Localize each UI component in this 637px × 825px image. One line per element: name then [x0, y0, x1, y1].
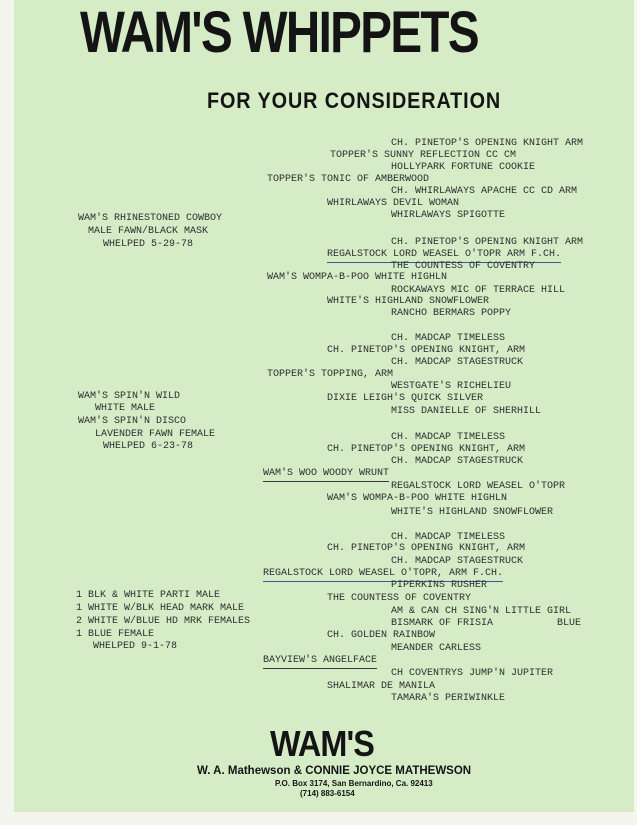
pedigree-entry: CH. MADCAP STAGESTRUCK — [391, 556, 524, 567]
pedigree-entry: BISMARK OF FRISIA — [391, 618, 494, 629]
pedigree-entry: CH. PINETOP'S OPENING KNIGHT, ARM — [327, 543, 526, 554]
litter-2-puppy-line: WHITE MALE — [95, 403, 156, 414]
pedigree-entry: CH. PINETOP'S OPENING KNIGHT, ARM — [327, 444, 526, 455]
pedigree-entry: REGALSTOCK LORD WEASEL O'TOPR — [391, 481, 566, 492]
footer-address: P.O. Box 3174, San Bernardino, Ca. 92413 — [275, 779, 433, 788]
footer-logo: WAM'S — [270, 723, 375, 764]
page-title: WAM'S WHIPPETS — [80, 0, 478, 65]
pedigree-entry: AM & CAN CH SING'N LITTLE GIRL — [391, 606, 572, 617]
pedigree-entry: TOPPER'S TONIC OF AMBERWOOD — [267, 174, 430, 185]
litter-2-puppy-line: WAM'S SPIN'N WILD — [78, 391, 181, 402]
pedigree-entry: THE COUNTESS OF COVENTRY — [391, 261, 536, 272]
pedigree-color-note: BLUE — [557, 618, 582, 629]
pedigree-entry: MISS DANIELLE OF SHERHILL — [391, 406, 542, 417]
pedigree-entry: CH. PINETOP'S OPENING KNIGHT ARM — [391, 138, 584, 149]
pedigree-entry: THE COUNTESS OF COVENTRY — [327, 593, 472, 604]
pedigree-entry: WESTGATE'S RICHELIEU — [391, 381, 512, 392]
pedigree-entry: CH. MADCAP TIMELESS — [391, 532, 506, 543]
pedigree-entry: TOPPER'S TOPPING, ARM — [267, 369, 394, 380]
litter-3-whelped-date: WHELPED 9-1-78 — [93, 641, 178, 652]
pedigree-entry: WHITE'S HIGHLAND SNOWFLOWER — [391, 507, 554, 518]
footer-owner-names: W. A. Mathewson & CONNIE JOYCE MATHEWSON — [197, 765, 472, 777]
pedigree-entry: REGALSTOCK LORD WEASEL O'TOPR ARM F.CH. — [327, 249, 561, 263]
pedigree-entry: TAMARA'S PERIWINKLE — [391, 693, 506, 704]
pedigree-entry: HOLLYPARK FORTUNE COOKIE — [391, 162, 536, 173]
page-subtitle: FOR YOUR CONSIDERATION — [207, 88, 502, 113]
litter-2-puppy-line: LAVENDER FAWN FEMALE — [95, 429, 216, 440]
litter-3-puppy-line: 2 WHITE W/BLUE HD MRK FEMALES — [76, 616, 251, 627]
pedigree-entry: CH. MADCAP STAGESTRUCK — [391, 456, 524, 467]
litter-1-whelped-date: WHELPED 5-29-78 — [103, 239, 194, 250]
litter-3-puppy-line: 1 WHITE W/BLK HEAD MARK MALE — [76, 603, 245, 614]
pedigree-entry: WAM'S WOMPA-B-POO WHITE HIGHLN — [327, 493, 508, 504]
pedigree-entry: CH. MADCAP TIMELESS — [391, 432, 506, 443]
footer-phone: (714) 883-6154 — [300, 789, 355, 798]
pedigree-entry: RANCHO BERMARS POPPY — [391, 308, 512, 319]
litter-1-puppy-line: WAM'S RHINESTONED COWBOY — [78, 213, 223, 224]
pedigree-entry: SHALIMAR DE MANILA — [327, 681, 436, 692]
pedigree-entry: CH COVENTRYS JUMP'N JUPITER — [391, 668, 554, 679]
pedigree-entry: MEANDER CARLESS — [391, 643, 482, 654]
pedigree-entry: CH. WHIRLAWAYS APACHE CC CD ARM — [391, 186, 578, 197]
pedigree-entry: CH. MADCAP STAGESTRUCK — [391, 357, 524, 368]
pedigree-entry: CH. GOLDEN RAINBOW — [327, 630, 436, 641]
pedigree-entry: PIPERKINS RUSHER — [391, 580, 488, 591]
pedigree-entry: WHIRLAWAYS DEVIL WOMAN — [327, 198, 460, 209]
pedigree-entry: WAM'S WOMPA-B-POO WHITE HIGHLN — [267, 272, 448, 283]
pedigree-entry: CH. MADCAP TIMELESS — [391, 333, 506, 344]
pedigree-entry: WHIRLAWAYS SPIGOTTE — [391, 210, 506, 221]
pedigree-entry: REGALSTOCK LORD WEASEL O'TOPR, ARM F.CH. — [263, 568, 503, 582]
pedigree-entry: CH. PINETOP'S OPENING KNIGHT ARM — [391, 237, 584, 248]
pedigree-entry: WHITE'S HIGHLAND SNOWFLOWER — [327, 296, 490, 307]
pedigree-entry: ROCKAWAYS MIC OF TERRACE HILL — [391, 285, 566, 296]
pedigree-entry: WAM'S WOO WOODY WRUNT — [263, 468, 389, 482]
litter-3-puppy-line: 1 BLUE FEMALE — [76, 629, 155, 640]
pedigree-entry: TOPPER'S SUNNY REFLECTION CC CM — [330, 150, 517, 161]
litter-1-puppy-line: MALE FAWN/BLACK MASK — [88, 226, 209, 237]
pedigree-entry: CH. PINETOP'S OPENING KNIGHT, ARM — [327, 345, 526, 356]
pedigree-entry: BAYVIEW'S ANGELFACE — [263, 655, 377, 669]
litter-3-puppy-line: 1 BLK & WHITE PARTI MALE — [76, 590, 221, 601]
litter-2-puppy-line: WAM'S SPIN'N DISCO — [78, 416, 187, 427]
litter-2-whelped-date: WHELPED 6-23-78 — [103, 441, 194, 452]
pedigree-entry: DIXIE LEIGH'S QUICK SILVER — [327, 393, 484, 404]
